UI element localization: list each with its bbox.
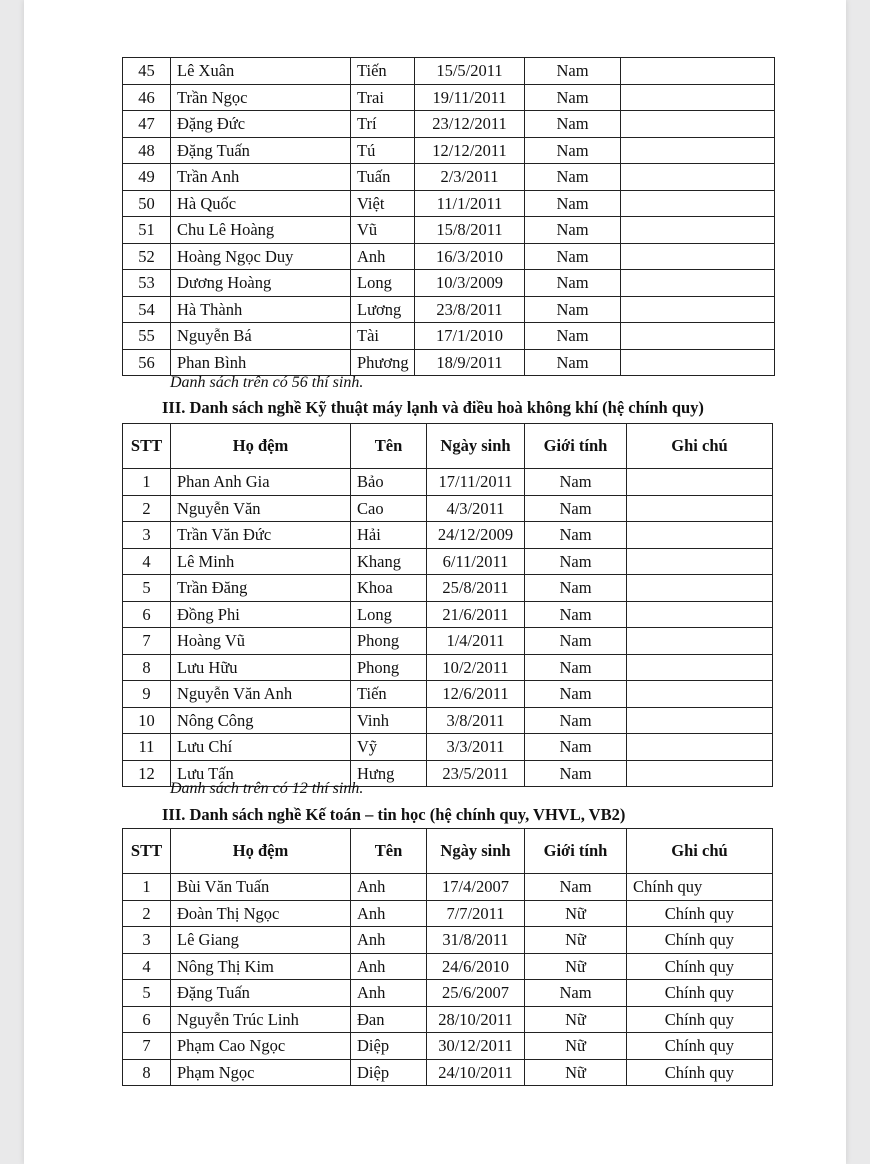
gioi-tinh-cell: Nam [525, 734, 627, 761]
ghi-chu-cell [627, 469, 773, 496]
ngay-sinh-cell: 15/8/2011 [415, 217, 525, 244]
ghi-chu-cell [621, 190, 775, 217]
stt-cell: 5 [123, 980, 171, 1007]
ngay-sinh-cell: 7/7/2011 [427, 900, 525, 927]
table-row [123, 575, 773, 602]
ngay-sinh-cell: 3/8/2011 [427, 707, 525, 734]
ngay-sinh-cell: 28/10/2011 [427, 1006, 525, 1033]
ho-dem-cell: Nguyễn Trúc Linh [171, 1006, 351, 1033]
header-ngay-sinh: Ngày sinh [427, 424, 525, 469]
ngay-sinh-cell: 17/1/2010 [415, 323, 525, 350]
ngay-sinh-cell: 24/6/2010 [427, 953, 525, 980]
ten-cell: Khoa [351, 575, 427, 602]
gioi-tinh-cell: Nam [525, 522, 627, 549]
stt-cell: 1 [123, 874, 171, 901]
ten-cell: Đan [351, 1006, 427, 1033]
ho-dem-cell: Đặng Đức [171, 111, 351, 138]
ghi-chu-cell [627, 575, 773, 602]
stt-cell: 8 [123, 1059, 171, 1086]
ghi-chu-cell: Chính quy [627, 953, 773, 980]
ngay-sinh-cell: 17/4/2007 [427, 874, 525, 901]
ho-dem-cell: Bùi Văn Tuấn [171, 874, 351, 901]
stt-cell: 6 [123, 601, 171, 628]
ghi-chu-cell [621, 217, 775, 244]
table-row [123, 1006, 773, 1033]
ten-cell: Anh [351, 980, 427, 1007]
ho-dem-cell: Hoàng Vũ [171, 628, 351, 655]
table-row [123, 522, 773, 549]
ten-cell: Phong [351, 628, 427, 655]
table-row [123, 190, 775, 217]
ngay-sinh-cell: 30/12/2011 [427, 1033, 525, 1060]
gioi-tinh-cell: Nam [525, 469, 627, 496]
ten-cell: Lương [351, 296, 415, 323]
ten-cell: Khang [351, 548, 427, 575]
ngay-sinh-cell: 19/11/2011 [415, 84, 525, 111]
ghi-chu-cell: Chính quy [627, 1059, 773, 1086]
gioi-tinh-cell: Nam [525, 760, 627, 787]
ngay-sinh-cell: 6/11/2011 [427, 548, 525, 575]
stt-cell: 55 [123, 323, 171, 350]
gioi-tinh-cell: Nữ [525, 900, 627, 927]
gioi-tinh-cell: Nam [525, 296, 621, 323]
ghi-chu-cell [627, 601, 773, 628]
gioi-tinh-cell: Nam [525, 164, 621, 191]
stt-cell: 2 [123, 495, 171, 522]
ghi-chu-cell [627, 760, 773, 787]
ten-cell: Bảo [351, 469, 427, 496]
ghi-chu-cell [627, 654, 773, 681]
ho-dem-cell: Nguyễn Văn Anh [171, 681, 351, 708]
ghi-chu-cell [621, 349, 775, 376]
ten-cell: Anh [351, 900, 427, 927]
ten-cell: Trí [351, 111, 415, 138]
header-ghi-chu: Ghi chú [627, 829, 773, 874]
gioi-tinh-cell: Nam [525, 628, 627, 655]
gioi-tinh-cell: Nam [525, 270, 621, 297]
gioi-tinh-cell: Nam [525, 654, 627, 681]
table-row [123, 927, 773, 954]
ho-dem-cell: Dương Hoàng [171, 270, 351, 297]
ghi-chu-cell [621, 84, 775, 111]
ngay-sinh-cell: 17/11/2011 [427, 469, 525, 496]
ghi-chu-cell [621, 323, 775, 350]
stt-cell: 7 [123, 628, 171, 655]
gioi-tinh-cell: Nam [525, 575, 627, 602]
table-row [123, 953, 773, 980]
ho-dem-cell: Đặng Tuấn [171, 137, 351, 164]
table-row [123, 628, 773, 655]
table-row [123, 84, 775, 111]
stt-cell: 3 [123, 522, 171, 549]
ten-cell: Diệp [351, 1059, 427, 1086]
ho-dem-cell: Lưu Hữu [171, 654, 351, 681]
ghi-chu-cell [621, 296, 775, 323]
ten-cell: Tiến [351, 681, 427, 708]
ngay-sinh-cell: 23/5/2011 [427, 760, 525, 787]
ten-cell: Phương [351, 349, 415, 376]
ten-cell: Hưng [351, 760, 427, 787]
stt-cell: 54 [123, 296, 171, 323]
ten-cell: Long [351, 601, 427, 628]
header-stt: STT [123, 424, 171, 469]
table-row [123, 1059, 773, 1086]
gioi-tinh-cell: Nam [525, 243, 621, 270]
ho-dem-cell: Đoàn Thị Ngọc [171, 900, 351, 927]
ghi-chu-cell [627, 628, 773, 655]
table-row [123, 164, 775, 191]
ten-cell: Anh [351, 953, 427, 980]
ho-dem-cell: Phạm Cao Ngọc [171, 1033, 351, 1060]
ghi-chu-cell [627, 548, 773, 575]
table-row [123, 874, 773, 901]
ho-dem-cell: Nguyễn Bá [171, 323, 351, 350]
ho-dem-cell: Hà Quốc [171, 190, 351, 217]
table-row [123, 137, 775, 164]
stt-cell: 46 [123, 84, 171, 111]
student-table-2 [122, 423, 773, 787]
ho-dem-cell: Đặng Tuấn [171, 980, 351, 1007]
ngay-sinh-cell: 25/6/2007 [427, 980, 525, 1007]
ho-dem-cell: Hoàng Ngọc Duy [171, 243, 351, 270]
page-content [24, 0, 846, 1164]
gioi-tinh-cell: Nữ [525, 927, 627, 954]
ngay-sinh-cell: 23/8/2011 [415, 296, 525, 323]
ngay-sinh-cell: 21/6/2011 [427, 601, 525, 628]
table-row [123, 296, 775, 323]
ten-cell: Cao [351, 495, 427, 522]
stt-cell: 4 [123, 953, 171, 980]
ngay-sinh-cell: 10/3/2009 [415, 270, 525, 297]
gioi-tinh-cell: Nam [525, 495, 627, 522]
ghi-chu-cell [627, 522, 773, 549]
ten-cell: Long [351, 270, 415, 297]
table-row [123, 900, 773, 927]
ho-dem-cell: Phan Bình [171, 349, 351, 376]
ten-cell: Vũ [351, 217, 415, 244]
stt-cell: 1 [123, 469, 171, 496]
stt-cell: 56 [123, 349, 171, 376]
ten-cell: Diệp [351, 1033, 427, 1060]
ghi-chu-cell: Chính quy [627, 1033, 773, 1060]
document-page [24, 0, 846, 1164]
ho-dem-cell: Trần Văn Đức [171, 522, 351, 549]
gioi-tinh-cell: Nam [525, 217, 621, 244]
ten-cell: Tuấn [351, 164, 415, 191]
ghi-chu-cell [621, 164, 775, 191]
stt-cell: 7 [123, 1033, 171, 1060]
ghi-chu-cell: Chính quy [627, 1006, 773, 1033]
ho-dem-cell: Nông Công [171, 707, 351, 734]
ngay-sinh-cell: 11/1/2011 [415, 190, 525, 217]
table-row [123, 495, 773, 522]
table-row [123, 217, 775, 244]
ngay-sinh-cell: 2/3/2011 [415, 164, 525, 191]
header-ghi-chu: Ghi chú [627, 424, 773, 469]
ten-cell: Vinh [351, 707, 427, 734]
table-row [123, 734, 773, 761]
table2-count-note: Danh sách trên có 12 thí sinh. [170, 780, 364, 797]
ten-cell: Hải [351, 522, 427, 549]
table-row [123, 654, 773, 681]
student-table-1 [122, 57, 775, 376]
stt-cell: 47 [123, 111, 171, 138]
gioi-tinh-cell: Nam [525, 137, 621, 164]
ho-dem-cell: Phan Anh Gia [171, 469, 351, 496]
ghi-chu-cell [627, 681, 773, 708]
ho-dem-cell: Trần Anh [171, 164, 351, 191]
ngay-sinh-cell: 18/9/2011 [415, 349, 525, 376]
ten-cell: Anh [351, 874, 427, 901]
stt-cell: 11 [123, 734, 171, 761]
stt-cell: 45 [123, 58, 171, 85]
ghi-chu-cell [627, 734, 773, 761]
stt-cell: 9 [123, 681, 171, 708]
stt-cell: 4 [123, 548, 171, 575]
ghi-chu-cell [627, 707, 773, 734]
ho-dem-cell: Trần Ngọc [171, 84, 351, 111]
ho-dem-cell: Lưu Tấn [171, 760, 351, 787]
header-ten: Tên [351, 829, 427, 874]
ghi-chu-cell [621, 58, 775, 85]
stt-cell: 50 [123, 190, 171, 217]
stt-cell: 10 [123, 707, 171, 734]
table-row [123, 1033, 773, 1060]
ngay-sinh-cell: 3/3/2011 [427, 734, 525, 761]
table-row [123, 111, 775, 138]
ngay-sinh-cell: 31/8/2011 [427, 927, 525, 954]
table-row [123, 707, 773, 734]
gioi-tinh-cell: Nữ [525, 1006, 627, 1033]
header-gioi-tinh: Giới tính [525, 424, 627, 469]
ghi-chu-cell [621, 270, 775, 297]
stt-cell: 8 [123, 654, 171, 681]
ngay-sinh-cell: 12/12/2011 [415, 137, 525, 164]
gioi-tinh-cell: Nam [525, 707, 627, 734]
table-row [123, 681, 773, 708]
gioi-tinh-cell: Nam [525, 681, 627, 708]
ho-dem-cell: Lê Xuân [171, 58, 351, 85]
gioi-tinh-cell: Nam [525, 58, 621, 85]
header-ho-dem: Họ đệm [171, 424, 351, 469]
section2-heading: III. Danh sách nghề Kỹ thuật máy lạnh và điều hoà không khí (hệ chính quy) [162, 398, 704, 417]
stt-cell: 48 [123, 137, 171, 164]
ngay-sinh-cell: 1/4/2011 [427, 628, 525, 655]
table-row [123, 349, 775, 376]
ngay-sinh-cell: 4/3/2011 [427, 495, 525, 522]
gioi-tinh-cell: Nam [525, 548, 627, 575]
table-row [123, 469, 773, 496]
gioi-tinh-cell: Nam [525, 84, 621, 111]
ngay-sinh-cell: 25/8/2011 [427, 575, 525, 602]
stt-cell: 2 [123, 900, 171, 927]
gioi-tinh-cell: Nam [525, 980, 627, 1007]
student-table-3 [122, 828, 773, 1086]
ten-cell: Vỹ [351, 734, 427, 761]
ghi-chu-cell: Chính quy [627, 980, 773, 1007]
gioi-tinh-cell: Nam [525, 349, 621, 376]
table-row [123, 323, 775, 350]
ten-cell: Việt [351, 190, 415, 217]
gioi-tinh-cell: Nữ [525, 953, 627, 980]
table-row [123, 548, 773, 575]
gioi-tinh-cell: Nam [525, 323, 621, 350]
ho-dem-cell: Nguyễn Văn [171, 495, 351, 522]
ho-dem-cell: Lưu Chí [171, 734, 351, 761]
ngay-sinh-cell: 10/2/2011 [427, 654, 525, 681]
ngay-sinh-cell: 24/10/2011 [427, 1059, 525, 1086]
section3-heading: III. Danh sách nghề Kế toán – tin học (hệ chính quy, VHVL, VB2) [162, 805, 626, 824]
stt-cell: 53 [123, 270, 171, 297]
stt-cell: 5 [123, 575, 171, 602]
header-ho-dem: Họ đệm [171, 829, 351, 874]
ngay-sinh-cell: 15/5/2011 [415, 58, 525, 85]
ho-dem-cell: Lê Giang [171, 927, 351, 954]
table-row [123, 980, 773, 1007]
ghi-chu-cell [627, 495, 773, 522]
stt-cell: 49 [123, 164, 171, 191]
table-row [123, 270, 775, 297]
ho-dem-cell: Hà Thành [171, 296, 351, 323]
gioi-tinh-cell: Nữ [525, 1059, 627, 1086]
ngay-sinh-cell: 16/3/2010 [415, 243, 525, 270]
header-ngay-sinh: Ngày sinh [427, 829, 525, 874]
gioi-tinh-cell: Nam [525, 111, 621, 138]
stt-cell: 3 [123, 927, 171, 954]
ghi-chu-cell: Chính quy [627, 900, 773, 927]
gioi-tinh-cell: Nam [525, 874, 627, 901]
header-gioi-tinh: Giới tính [525, 829, 627, 874]
stt-cell: 52 [123, 243, 171, 270]
ghi-chu-cell [621, 111, 775, 138]
ghi-chu-cell [621, 137, 775, 164]
gioi-tinh-cell: Nam [525, 190, 621, 217]
ghi-chu-cell: Chính quy [627, 927, 773, 954]
ngay-sinh-cell: 23/12/2011 [415, 111, 525, 138]
table-row [123, 58, 775, 85]
header-stt: STT [123, 829, 171, 874]
stt-cell: 6 [123, 1006, 171, 1033]
stt-cell: 51 [123, 217, 171, 244]
ten-cell: Anh [351, 243, 415, 270]
ngay-sinh-cell: 24/12/2009 [427, 522, 525, 549]
ngay-sinh-cell: 12/6/2011 [427, 681, 525, 708]
table-row [123, 601, 773, 628]
table-row [123, 243, 775, 270]
table1-count-note: Danh sách trên có 56 thí sinh. [170, 374, 364, 391]
ho-dem-cell: Chu Lê Hoàng [171, 217, 351, 244]
ten-cell: Tiến [351, 58, 415, 85]
ho-dem-cell: Trần Đăng [171, 575, 351, 602]
ghi-chu-cell [621, 243, 775, 270]
ho-dem-cell: Phạm Ngọc [171, 1059, 351, 1086]
ten-cell: Trai [351, 84, 415, 111]
stt-cell: 12 [123, 760, 171, 787]
gioi-tinh-cell: Nam [525, 601, 627, 628]
ho-dem-cell: Đồng Phi [171, 601, 351, 628]
ho-dem-cell: Nông Thị Kim [171, 953, 351, 980]
gioi-tinh-cell: Nữ [525, 1033, 627, 1060]
ten-cell: Tú [351, 137, 415, 164]
ten-cell: Anh [351, 927, 427, 954]
header-ten: Tên [351, 424, 427, 469]
ten-cell: Tài [351, 323, 415, 350]
ten-cell: Phong [351, 654, 427, 681]
ho-dem-cell: Lê Minh [171, 548, 351, 575]
ghi-chu-cell: Chính quy [627, 874, 773, 901]
